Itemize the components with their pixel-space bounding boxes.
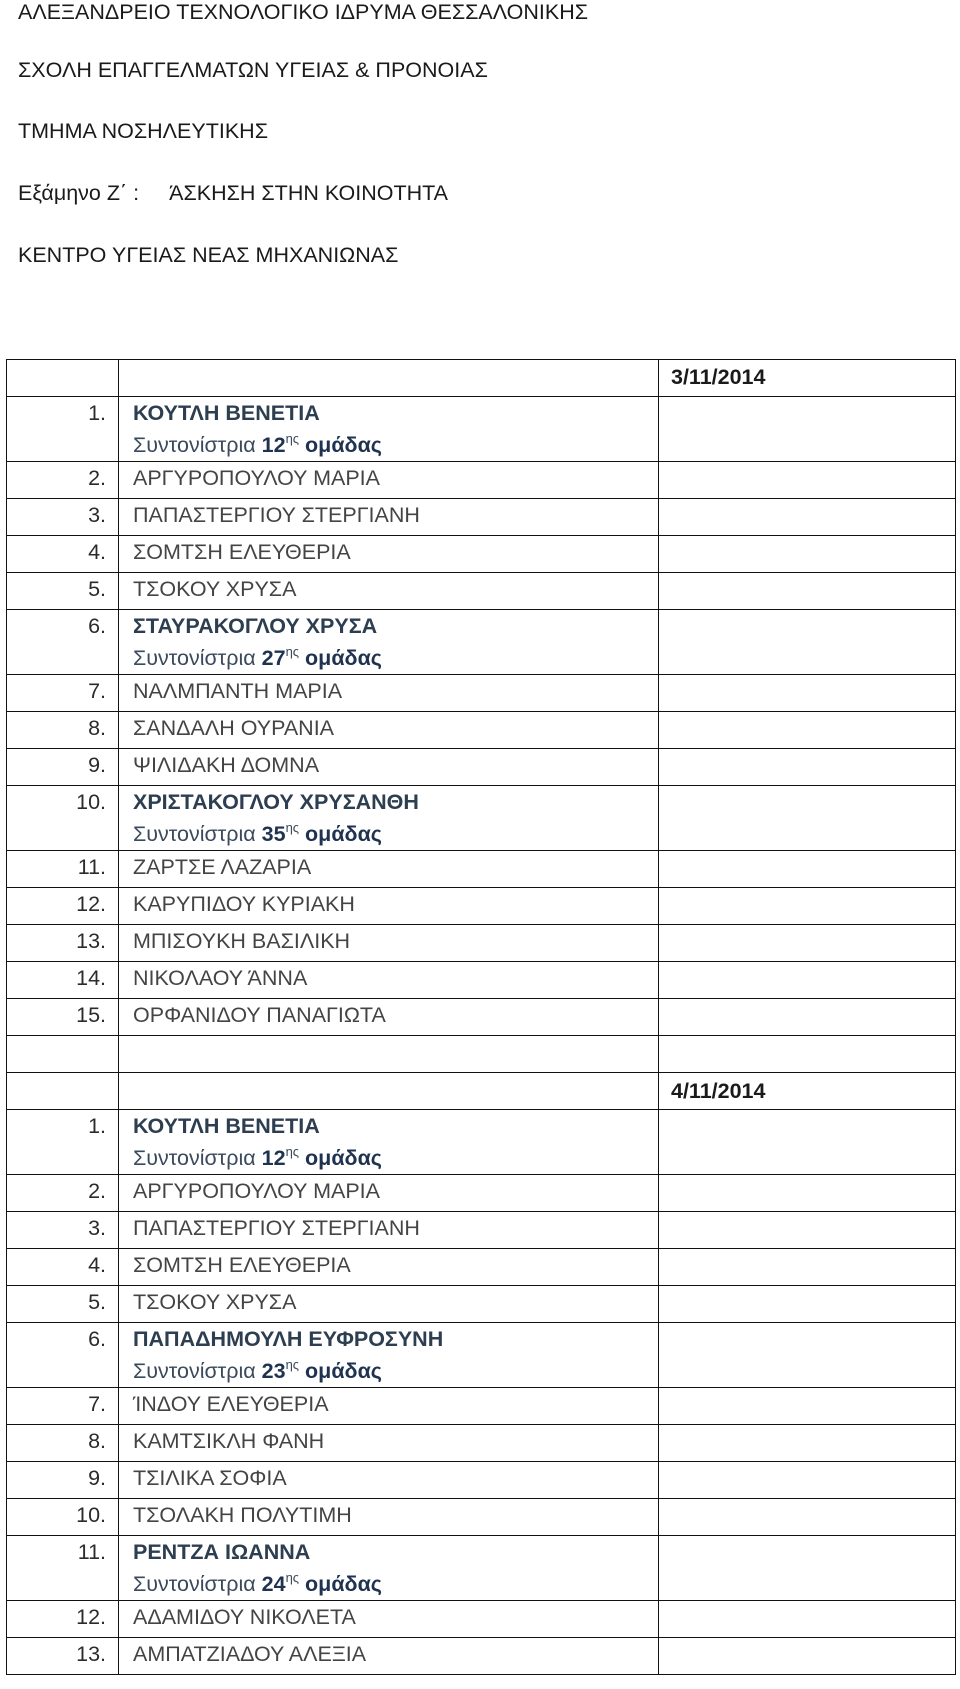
student-name: ΟΡΦΑΝΙΔΟΥ ΠΑΝΑΓΙΩΤΑ bbox=[133, 1003, 386, 1027]
row-name-cell bbox=[118, 572, 658, 609]
row-number: 4. bbox=[88, 1253, 106, 1277]
row-name-cell bbox=[118, 1072, 658, 1109]
row-date-cell bbox=[658, 1498, 956, 1535]
row-name-cell bbox=[118, 1637, 658, 1674]
row-date-cell bbox=[658, 887, 956, 924]
group-word: ομάδας bbox=[299, 1146, 382, 1170]
coordinator-label bbox=[133, 429, 658, 461]
row-date-cell bbox=[658, 1035, 956, 1072]
group-date: 3/11/2014 bbox=[671, 365, 766, 389]
row-number-cell bbox=[6, 1109, 118, 1174]
coordinator-word: Συντονίστρια bbox=[133, 433, 262, 457]
student-name: ΚΟΥΤΛΗ ΒΕΝΕΤΙΑ bbox=[133, 1114, 320, 1138]
group-word: ομάδας bbox=[299, 433, 382, 457]
table-row bbox=[6, 572, 956, 609]
ordinal-suffix: ης bbox=[285, 1570, 300, 1585]
row-name-cell bbox=[118, 1600, 658, 1637]
row-number: 10. bbox=[76, 1503, 106, 1527]
table-row bbox=[6, 396, 956, 461]
row-number-cell bbox=[6, 850, 118, 887]
row-name-cell bbox=[118, 1174, 658, 1211]
group-word: ομάδας bbox=[299, 1572, 382, 1596]
row-number-cell bbox=[6, 1600, 118, 1637]
row-date-cell bbox=[658, 1079, 956, 1174]
row-number-cell bbox=[6, 609, 118, 674]
student-name: ΤΣΟΚΟΥ ΧΡΥΣΑ bbox=[133, 1290, 297, 1314]
group-date-cell bbox=[658, 359, 956, 396]
row-number-cell bbox=[6, 461, 118, 498]
student-name: ΊΝΔΟΥ ΕΛΕΥΘΕΡΙΑ bbox=[133, 1392, 329, 1416]
row-number: 8. bbox=[88, 716, 106, 740]
row-date-cell bbox=[658, 1248, 956, 1285]
row-name-cell bbox=[118, 609, 658, 674]
table-row bbox=[6, 850, 956, 887]
row-name-cell bbox=[118, 396, 658, 461]
row-name-cell bbox=[118, 1285, 658, 1322]
row-number-cell bbox=[6, 1285, 118, 1322]
student-name: ΤΣΟΚΟΥ ΧΡΥΣΑ bbox=[133, 577, 297, 601]
row-date-cell bbox=[658, 1424, 956, 1461]
row-number-cell bbox=[6, 1498, 118, 1535]
coordinator-word: Συντονίστρια bbox=[133, 646, 262, 670]
row-name-cell bbox=[118, 924, 658, 961]
row-number-cell bbox=[6, 674, 118, 711]
table-row bbox=[6, 674, 956, 711]
row-number-cell bbox=[6, 1035, 118, 1072]
row-name-cell bbox=[118, 461, 658, 498]
row-number-cell bbox=[6, 1174, 118, 1211]
semester-course: ΆΣΚΗΣΗ ΣΤΗΝ ΚΟΙΝΟΤΗΤΑ bbox=[169, 181, 449, 205]
coordinator-word: Συντονίστρια bbox=[133, 1359, 262, 1383]
table-row bbox=[6, 1079, 956, 1174]
table-row bbox=[6, 1248, 956, 1285]
row-number: 11. bbox=[77, 855, 106, 879]
row-date-cell bbox=[658, 498, 956, 535]
group-word: ομάδας bbox=[299, 646, 382, 670]
table-row bbox=[6, 785, 956, 850]
coordinator-label bbox=[133, 1355, 658, 1387]
row-number: 4. bbox=[88, 540, 106, 564]
table-bottom-border bbox=[6, 1674, 956, 1675]
row-number: 5. bbox=[88, 1290, 106, 1314]
row-number-cell bbox=[6, 1535, 118, 1600]
coordinator-group-number: 27 bbox=[261, 646, 286, 670]
row-number-cell bbox=[6, 998, 118, 1035]
school-line: ΣΧΟΛΗ ΕΠΑΓΓΕΛΜΑΤΩΝ ΥΓΕΙΑΣ & ΠΡΟΝΟΙΑΣ bbox=[18, 58, 488, 82]
table-row bbox=[6, 1174, 956, 1211]
row-date-cell bbox=[658, 924, 956, 961]
row-name-cell bbox=[118, 1387, 658, 1424]
table-row bbox=[6, 748, 956, 785]
row-name-cell bbox=[118, 785, 658, 850]
group-date: 4/11/2014 bbox=[671, 1079, 766, 1103]
table-row bbox=[6, 1322, 956, 1387]
row-number: 3. bbox=[88, 1216, 106, 1240]
row-date-cell bbox=[658, 396, 956, 461]
table-row bbox=[6, 535, 956, 572]
coordinator-word: Συντονίστρια bbox=[133, 1146, 262, 1170]
row-number: 12. bbox=[76, 1605, 106, 1629]
schedule-table bbox=[6, 359, 956, 1675]
row-date-cell bbox=[658, 1461, 956, 1498]
student-name: ΧΡΙΣΤΑΚΟΓΛΟΥ ΧΡΥΣΑΝΘΗ bbox=[133, 790, 419, 814]
table-row bbox=[6, 924, 956, 961]
coordinator-group-number: 24 bbox=[261, 1572, 286, 1596]
student-name: ΨΙΛΙΔΑΚΗ ΔΟΜΝΑ bbox=[133, 753, 320, 777]
row-name-cell bbox=[118, 1035, 658, 1072]
student-name: ΡΕΝΤΖΑ ΙΩΑΝΝΑ bbox=[133, 1540, 311, 1564]
student-name: ΣΤΑΥΡΑΚΟΓΛΟΥ ΧΡΥΣΑ bbox=[133, 614, 378, 638]
row-date-cell bbox=[658, 1322, 956, 1387]
row-date-cell bbox=[658, 572, 956, 609]
row-number-cell bbox=[6, 785, 118, 850]
row-date-cell bbox=[658, 1387, 956, 1424]
coordinator-label bbox=[133, 642, 658, 674]
ordinal-suffix: ης bbox=[285, 644, 300, 659]
table-row bbox=[6, 1637, 956, 1674]
row-number-cell bbox=[6, 1387, 118, 1424]
row-number: 2. bbox=[88, 466, 106, 490]
row-name-cell bbox=[118, 498, 658, 535]
row-name-cell bbox=[118, 711, 658, 748]
row-name-cell bbox=[118, 1248, 658, 1285]
row-date-cell bbox=[658, 785, 956, 850]
row-number: 13. bbox=[76, 929, 106, 953]
table-row bbox=[6, 1535, 956, 1600]
department-line: ΤΜΗΜΑ ΝΟΣΗΛΕΥΤΙΚΗΣ bbox=[18, 119, 268, 143]
row-number-cell bbox=[6, 396, 118, 461]
table-row bbox=[6, 1387, 956, 1424]
student-name: ΑΡΓΥΡΟΠΟΥΛΟΥ ΜΑΡΙΑ bbox=[133, 1179, 380, 1203]
table-row bbox=[6, 711, 956, 748]
student-name: ΝΑΛΜΠΑΝΤΗ ΜΑΡΙΑ bbox=[133, 679, 343, 703]
table-row bbox=[6, 609, 956, 674]
row-date-cell bbox=[658, 609, 956, 674]
coordinator-label bbox=[133, 1568, 658, 1600]
row-number-cell bbox=[6, 1322, 118, 1387]
student-name: ΠΑΠΑΔΗΜΟΥΛΗ ΕΥΦΡΟΣΥΝΗ bbox=[133, 1327, 444, 1351]
row-number-cell bbox=[6, 572, 118, 609]
row-number: 7. bbox=[88, 679, 106, 703]
row-number-cell bbox=[6, 924, 118, 961]
row-number: 11. bbox=[77, 1540, 106, 1564]
row-date-cell bbox=[658, 674, 956, 711]
group-word: ομάδας bbox=[299, 822, 382, 846]
row-number: 1. bbox=[88, 401, 106, 425]
student-name: ΚΟΥΤΛΗ ΒΕΝΕΤΙΑ bbox=[133, 401, 320, 425]
coordinator-group-number: 35 bbox=[261, 822, 286, 846]
student-name: ΣΑΝΔΑΛΗ ΟΥΡΑΝΙΑ bbox=[133, 716, 335, 740]
student-name: ΣΟΜΤΣΗ ΕΛΕΥΘΕΡΙΑ bbox=[133, 1253, 351, 1277]
row-name-cell bbox=[118, 535, 658, 572]
table-row bbox=[6, 961, 956, 998]
row-number: 5. bbox=[88, 577, 106, 601]
coordinator-group-number: 12 bbox=[261, 433, 286, 457]
row-number: 13. bbox=[76, 1642, 106, 1666]
row-date-cell bbox=[658, 1174, 956, 1211]
row-number: 2. bbox=[88, 1179, 106, 1203]
row-number-cell bbox=[6, 711, 118, 748]
row-number: 6. bbox=[88, 1327, 106, 1351]
ordinal-suffix: ης bbox=[285, 1144, 300, 1159]
group-header-row bbox=[6, 359, 956, 396]
row-number-cell bbox=[6, 1072, 118, 1109]
table-row bbox=[6, 1424, 956, 1461]
row-number: 15. bbox=[76, 1003, 106, 1027]
student-name: ΑΜΠΑΤΖΙΑΔΟΥ ΑΛΕΞΙΑ bbox=[133, 1642, 367, 1666]
row-date-cell bbox=[658, 1211, 956, 1248]
row-name-cell bbox=[118, 850, 658, 887]
student-name: ΜΠΙΣΟΥΚΗ ΒΑΣΙΛΙΚΗ bbox=[133, 929, 351, 953]
row-number: 7. bbox=[88, 1392, 106, 1416]
student-name: ΣΟΜΤΣΗ ΕΛΕΥΘΕΡΙΑ bbox=[133, 540, 351, 564]
row-date-cell bbox=[658, 711, 956, 748]
row-name-cell bbox=[118, 887, 658, 924]
row-date-cell bbox=[658, 535, 956, 572]
group-word: ομάδας bbox=[299, 1359, 382, 1383]
row-number-cell bbox=[6, 1637, 118, 1674]
row-number: 1. bbox=[88, 1114, 106, 1138]
row-name-cell bbox=[118, 998, 658, 1035]
row-name-cell bbox=[118, 748, 658, 785]
table-row bbox=[6, 887, 956, 924]
row-name-cell bbox=[118, 1211, 658, 1248]
table-row bbox=[6, 1285, 956, 1322]
student-name: ΚΑΜΤΣΙΚΛΗ ΦΑΝΗ bbox=[133, 1429, 325, 1453]
student-name: ΑΔΑΜΙΔΟΥ ΝΙΚΟΛΕΤΑ bbox=[133, 1605, 356, 1629]
student-name: ΑΡΓΥΡΟΠΟΥΛΟΥ ΜΑΡΙΑ bbox=[133, 466, 380, 490]
row-date-cell bbox=[658, 961, 956, 998]
row-name-cell bbox=[118, 1424, 658, 1461]
row-number-cell bbox=[6, 1461, 118, 1498]
table-row bbox=[6, 998, 956, 1035]
row-date-cell bbox=[658, 1600, 956, 1637]
row-name-cell bbox=[118, 1498, 658, 1535]
student-name: ΚΑΡΥΠΙΔΟΥ ΚΥΡΙΑΚΗ bbox=[133, 892, 355, 916]
row-number-cell bbox=[6, 748, 118, 785]
semester-label: Εξάμηνο Ζ΄ : bbox=[18, 181, 140, 205]
table-row bbox=[6, 498, 956, 535]
student-name: ΝΙΚΟΛΑΟΥ ΆΝΝΑ bbox=[133, 966, 308, 990]
row-number: 12. bbox=[76, 892, 106, 916]
row-number: 9. bbox=[88, 753, 106, 777]
table-row bbox=[6, 1498, 956, 1535]
row-name-cell bbox=[118, 1461, 658, 1498]
table-row bbox=[6, 1600, 956, 1637]
coordinator-label bbox=[133, 1142, 658, 1174]
row-name-cell bbox=[118, 961, 658, 998]
row-number: 6. bbox=[88, 614, 106, 638]
row-number: 9. bbox=[88, 1466, 106, 1490]
student-name: ΠΑΠΑΣΤΕΡΓΙΟΥ ΣΤΕΡΓΙΑΝΗ bbox=[133, 503, 420, 527]
row-number-cell bbox=[6, 498, 118, 535]
table-row bbox=[6, 461, 956, 498]
row-number-cell bbox=[6, 1248, 118, 1285]
row-number: 8. bbox=[88, 1429, 106, 1453]
row-date-cell bbox=[658, 461, 956, 498]
row-name-cell bbox=[118, 1109, 658, 1174]
row-number-cell bbox=[6, 961, 118, 998]
ordinal-suffix: ης bbox=[285, 431, 300, 446]
coordinator-label bbox=[133, 818, 658, 850]
semester-line bbox=[18, 181, 448, 205]
student-name: ΤΣΟΛΑΚΗ ΠΟΛΥΤΙΜΗ bbox=[133, 1503, 352, 1527]
coordinator-group-number: 12 bbox=[261, 1146, 286, 1170]
row-name-cell bbox=[118, 1322, 658, 1387]
center-line: ΚΕΝΤΡΟ ΥΓΕΙΑΣ ΝΕΑΣ ΜΗΧΑΝΙΩΝΑΣ bbox=[18, 243, 399, 267]
row-number-cell bbox=[6, 1211, 118, 1248]
coordinator-group-number: 23 bbox=[261, 1359, 286, 1383]
spacer-row bbox=[6, 1035, 956, 1072]
row-date-cell bbox=[658, 748, 956, 785]
student-name: ΖΑΡΤΣΕ ΛΑΖΑΡΙΑ bbox=[133, 855, 312, 879]
row-date-cell bbox=[658, 998, 956, 1035]
row-number: 14. bbox=[76, 966, 106, 990]
row-number-cell bbox=[6, 1424, 118, 1461]
student-name: ΤΣΙΛΙΚΑ ΣΟΦΙΑ bbox=[133, 1466, 287, 1490]
row-name-cell bbox=[118, 1535, 658, 1600]
coordinator-word: Συντονίστρια bbox=[133, 1572, 262, 1596]
table-row bbox=[6, 1461, 956, 1498]
row-date-cell bbox=[658, 850, 956, 887]
ordinal-suffix: ης bbox=[285, 1357, 300, 1372]
row-date-cell bbox=[658, 1535, 956, 1600]
row-name-cell bbox=[118, 674, 658, 711]
table-row bbox=[6, 1211, 956, 1248]
row-number-cell bbox=[6, 359, 118, 396]
row-date-cell bbox=[658, 1637, 956, 1674]
institution-line: ΑΛΕΞΑΝΔΡΕΙΟ ΤΕΧΝΟΛΟΓΙΚΟ ΙΔΡΥΜΑ ΘΕΣΣΑΛΟΝΙΚΗΣ bbox=[18, 0, 589, 24]
ordinal-suffix: ης bbox=[285, 820, 300, 835]
row-number-cell bbox=[6, 535, 118, 572]
row-date-cell bbox=[658, 1285, 956, 1322]
student-name: ΠΑΠΑΣΤΕΡΓΙΟΥ ΣΤΕΡΓΙΑΝΗ bbox=[133, 1216, 420, 1240]
row-number: 3. bbox=[88, 503, 106, 527]
row-name-cell bbox=[118, 359, 658, 396]
row-number: 10. bbox=[76, 790, 106, 814]
coordinator-word: Συντονίστρια bbox=[133, 822, 262, 846]
row-number-cell bbox=[6, 887, 118, 924]
